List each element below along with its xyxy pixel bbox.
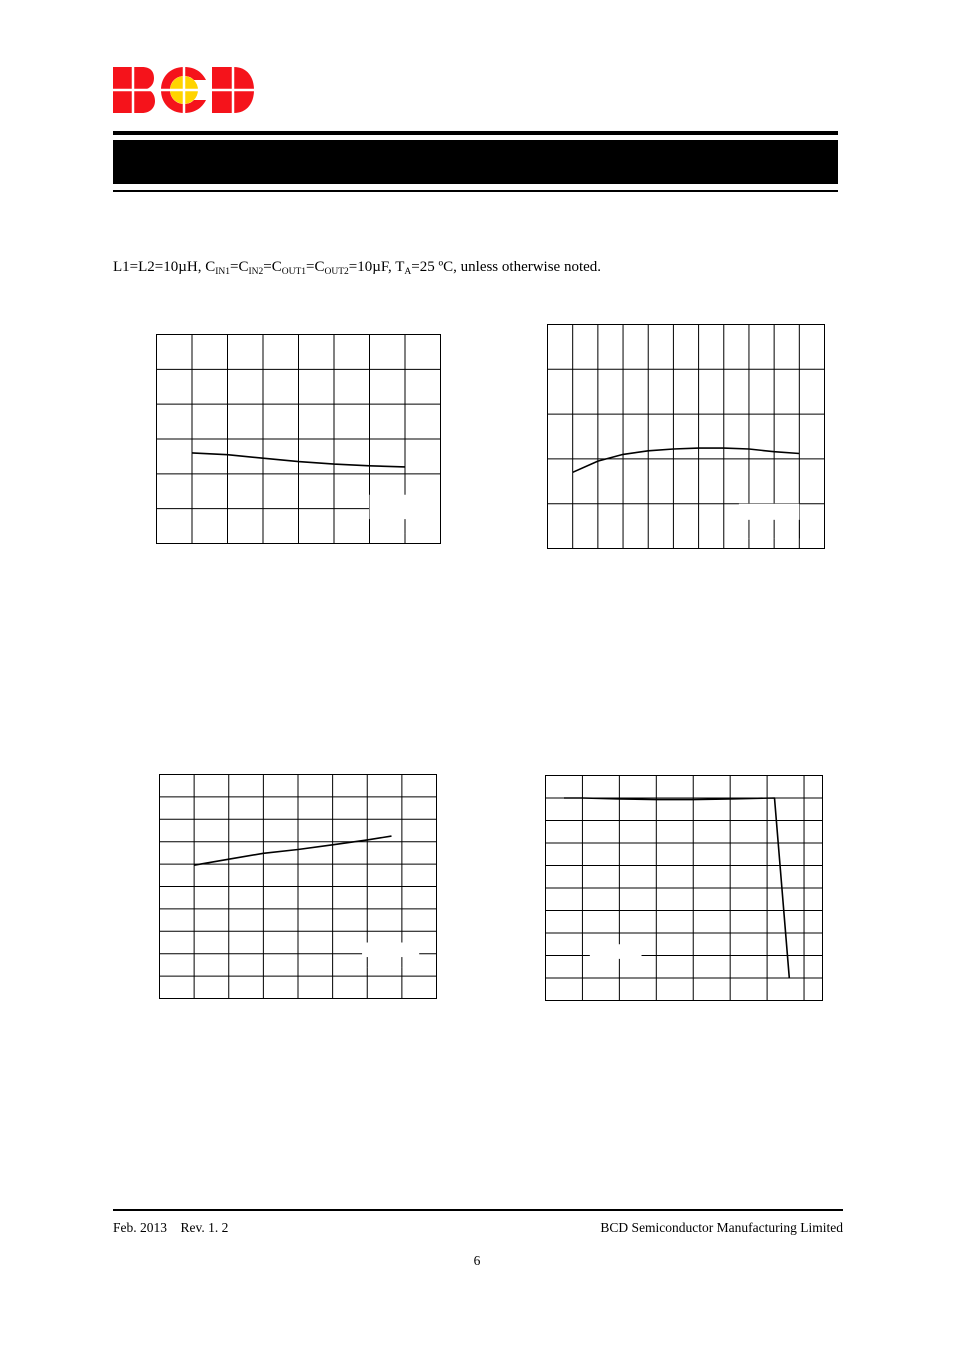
footer-date-revision: Feb. 2013 Rev. 1. 2 <box>113 1220 229 1235</box>
test-conditions: L1=L2=10µH, $C_{IN1}=C_{IN2}=C_{OUT1}=C_{OUT2}=10\mu F$, $T_A=25$ ºC, unless otherwise noted. <box>113 259 602 277</box>
title-bar <box>113 140 838 184</box>
data-curve <box>194 836 391 865</box>
label-knockout <box>739 504 799 539</box>
label-knockout <box>362 943 419 968</box>
bcd-logo <box>112 66 256 114</box>
footer-company: BCD Semiconductor Manufacturing Limited <box>600 1220 843 1235</box>
logo-letter-d <box>212 67 255 113</box>
label-knockout <box>590 944 642 969</box>
logo-letter-b <box>113 67 156 113</box>
chart-4 <box>545 775 823 1001</box>
chart-1 <box>156 334 441 544</box>
data-curve <box>573 448 800 472</box>
header-rule <box>113 131 838 135</box>
page-number: 6 <box>473 1253 481 1268</box>
footer-rule <box>113 1209 843 1211</box>
header-rule-bottom <box>113 190 838 192</box>
chart-2 <box>547 324 825 549</box>
logo-letter-c <box>161 66 207 114</box>
chart-3 <box>159 774 437 999</box>
